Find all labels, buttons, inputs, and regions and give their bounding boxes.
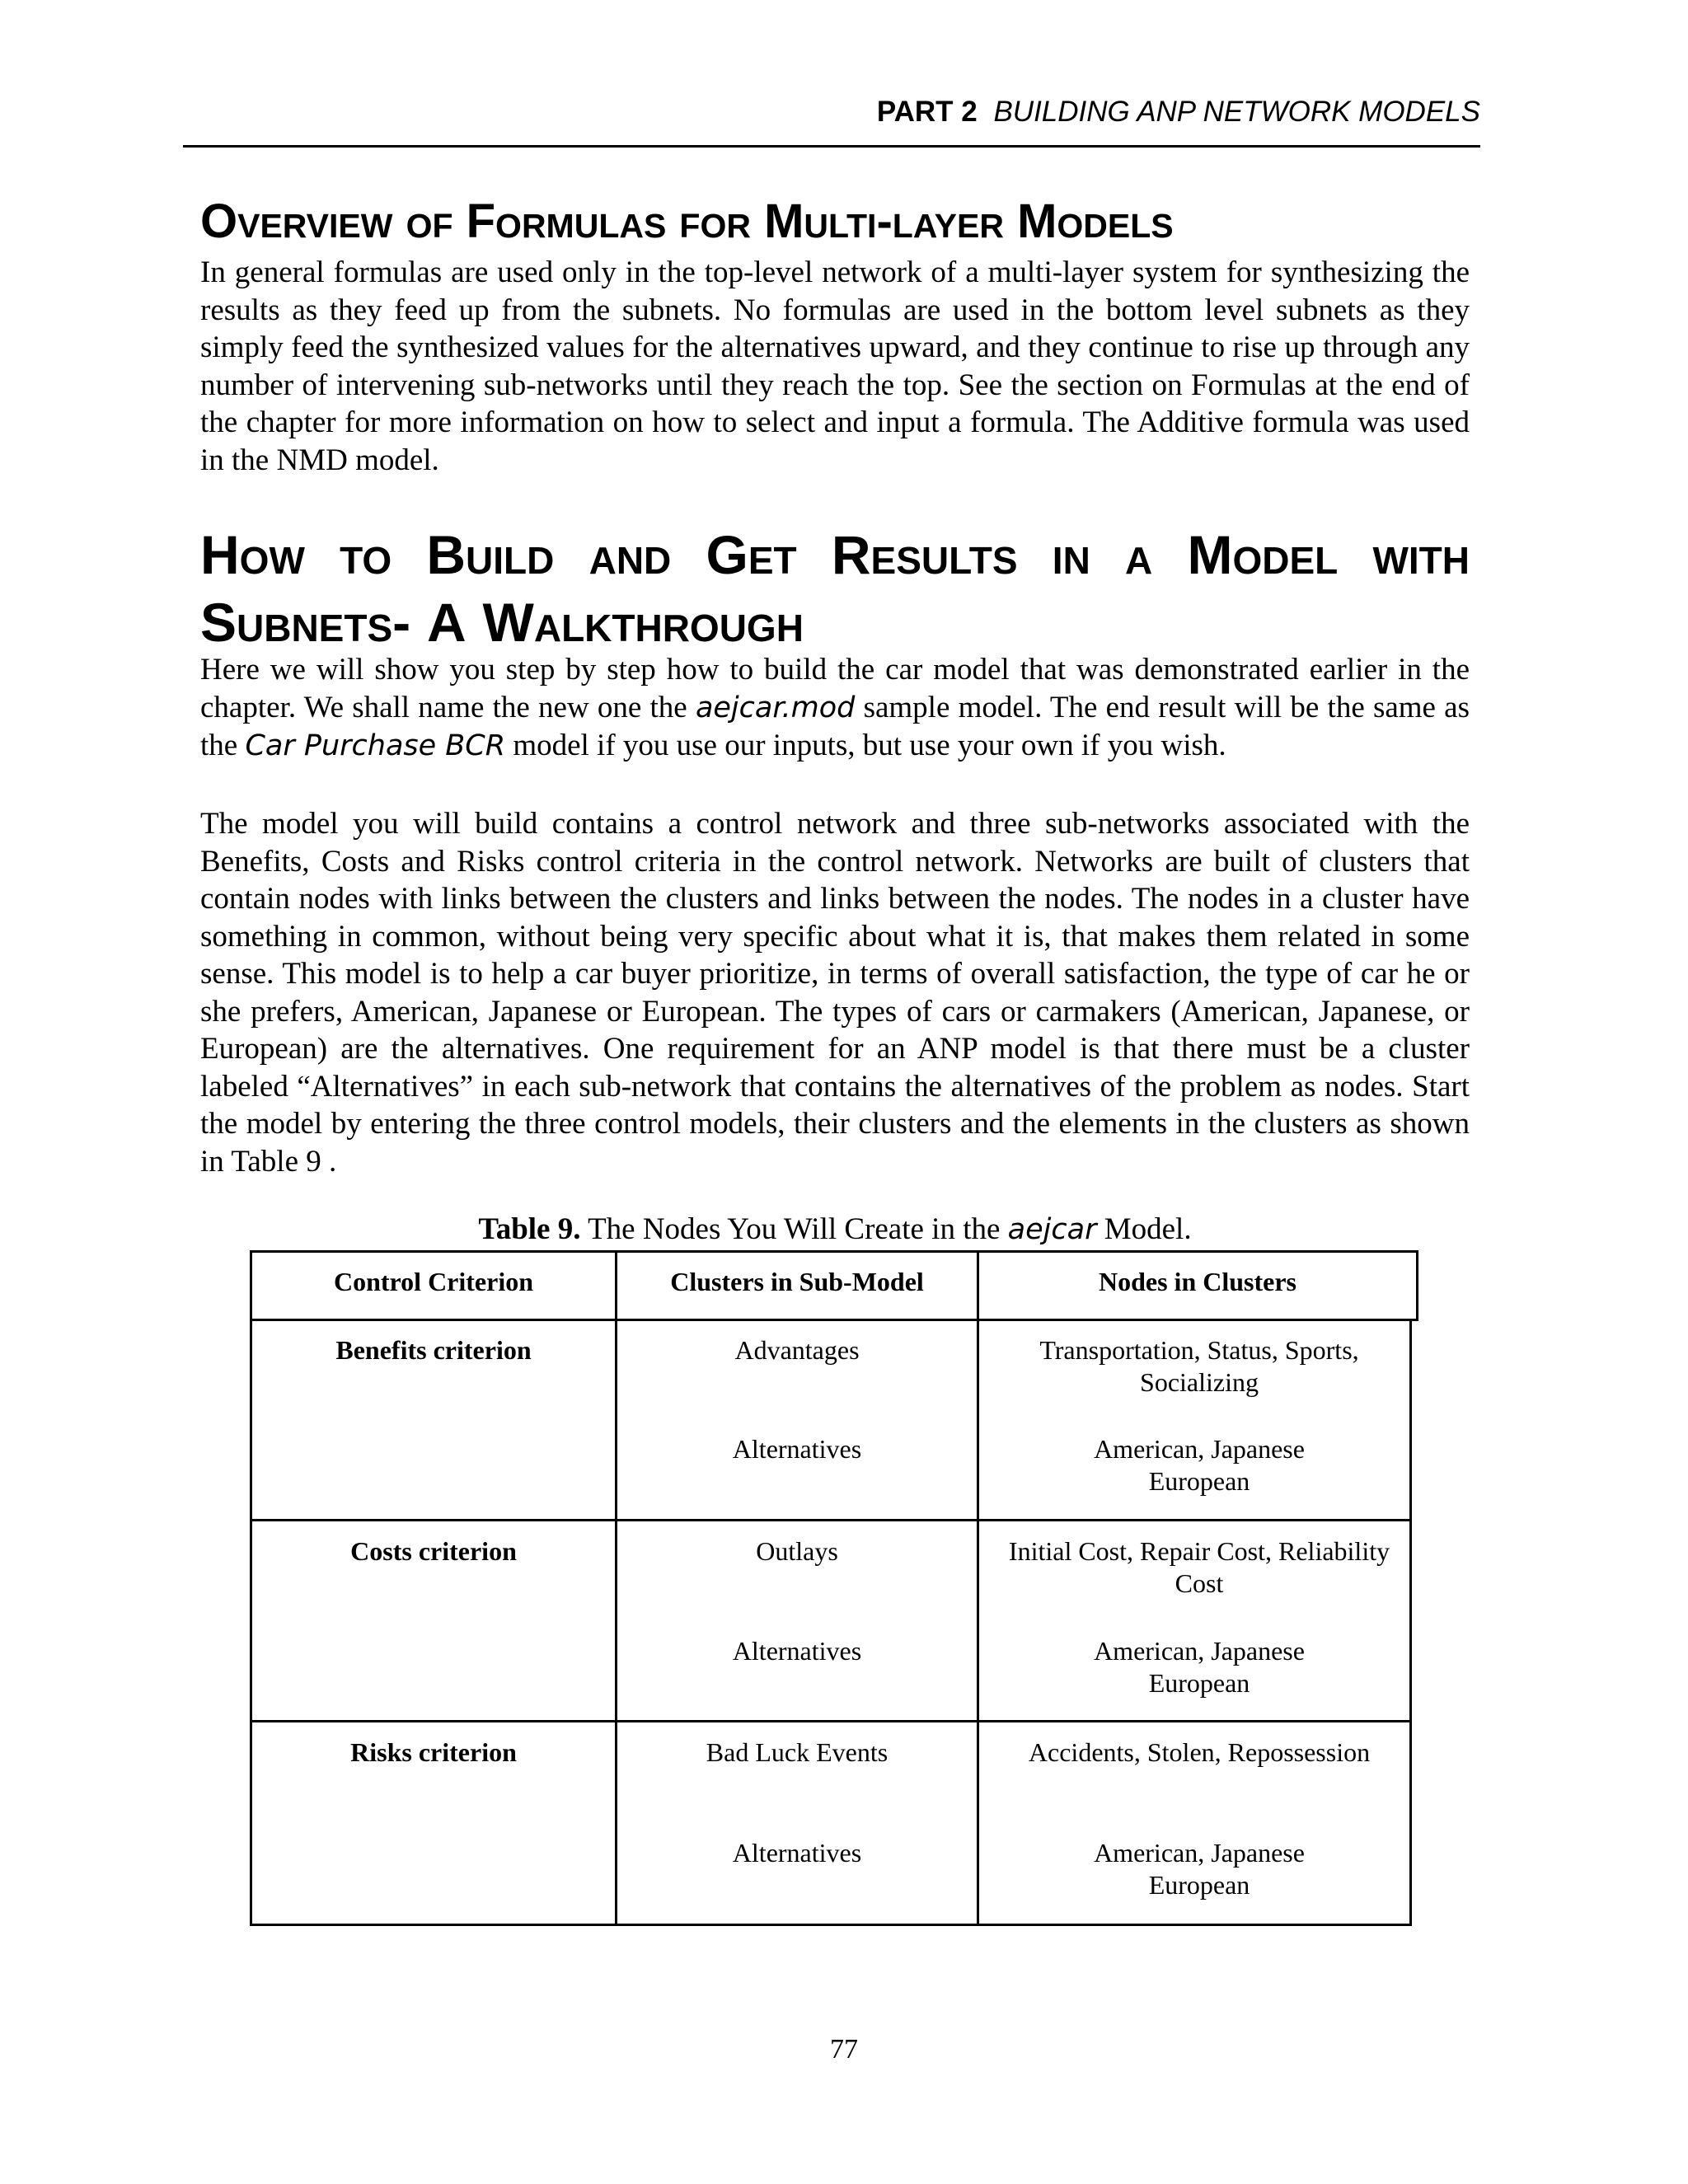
table-row-divider <box>250 1519 1412 1521</box>
table-nodes-cell: American, Japanese European <box>1094 1434 1305 1496</box>
section-heading-formulas: Overview of Formulas for Multi-layer Models <box>200 194 1174 248</box>
paragraph-intro-text-2: sample model. The end result will be the same as the <box>200 690 1470 762</box>
model-name: Car Purchase BCR <box>245 729 506 762</box>
paragraph-intro <box>200 651 1470 766</box>
paragraph-model-description: The model you will build contains a control network and three sub-networks associated with the Benefits, Costs and Risks control criteria in the control network. Networks are built of clusters that contain nodes with links between the clusters and links between the nodes. The nodes in a cluster have something in common, without being very specific about what it is, that makes them related in some sense. This model is to help a car buyer prioritize, in terms of overall satisfaction, the type of car he or she prefers, American, Japanese or European. The types of cars or carmakers (American, Japanese, or European) are the alternatives. One requirement for an ANP model is that there must be a cluster labeled “Alternatives” in each sub-network that contains the alternatives of the problem as nodes. Start the model by entering the three control models, their clusters and the elements in the clusters as shown in Table 9 . <box>200 807 1470 1179</box>
table-nodes-cell: Accidents, Stolen, Repossession <box>1028 1737 1371 1767</box>
table-criterion-cell: Benefits criterion <box>335 1335 532 1365</box>
table-nodes-cell: American, Japanese European <box>1094 1636 1305 1698</box>
paragraph-formulas: In general formulas are used only in the top-level network of a multi-layer system for synthesizing the results as they feed up from the subnets. No formulas are used in the bottom level subnets as they simply feed the synthesized values for the alternatives upward, and they continue to rise up through any number of intervening sub-networks until they reach the top. See the section on Formulas at the end of the chapter for more information on how to select and input a formula. The Additive formula was used in the NMD model. <box>200 255 1470 477</box>
table-cluster-cell: Alternatives <box>732 1636 862 1666</box>
table-caption <box>250 1212 1420 1248</box>
table-header-cell: Control Criterion <box>333 1267 534 1296</box>
running-head-title: BUILDING ANP NETWORK MODELS <box>993 96 1480 128</box>
table-body-border <box>250 1319 1412 1926</box>
table-cluster-cell: Outlays <box>756 1536 838 1566</box>
page-number: 77 <box>830 2034 858 2064</box>
table-criterion-cell: Risks criterion <box>350 1737 517 1767</box>
table-caption-text-2: Model. <box>1096 1212 1192 1246</box>
table-caption-label: Table 9. <box>478 1212 581 1246</box>
table-caption-model: aejcar <box>1007 1213 1097 1246</box>
header-rule <box>183 145 1480 148</box>
table-column-divider <box>977 1250 979 1926</box>
table-caption-text-1: The Nodes You Will Create in the <box>580 1212 1008 1246</box>
running-head-part: PART 2 <box>876 96 978 128</box>
table-cluster-cell: Advantages <box>734 1335 860 1365</box>
section-heading-walkthrough: How to Build and Get Results in a Model with Subnets- A Walkthrough <box>200 524 1470 653</box>
table-nodes-cell: Initial Cost, Repair Cost, Reliability Cost <box>1008 1536 1390 1598</box>
paragraph-intro-text-1: Here we will show you step by step how to build the car model that was demonstrated earlier in the chapter. We shall name the new one the <box>200 653 1470 724</box>
paragraph-intro-text-3: model if you use our inputs, but use your own if you wish. <box>505 729 1226 762</box>
table-header-cell: Clusters in Sub-Model <box>670 1267 924 1296</box>
table-header-cell: Nodes in Clusters <box>1098 1267 1296 1296</box>
table-cluster-cell: Alternatives <box>732 1434 862 1464</box>
running-head <box>183 96 1480 129</box>
table-cluster-cell: Bad Luck Events <box>706 1737 889 1767</box>
table-criterion-cell: Costs criterion <box>350 1536 517 1566</box>
table-nodes-cell: American, Japanese European <box>1094 1838 1305 1900</box>
table-cluster-cell: Alternatives <box>732 1838 862 1868</box>
table-nodes-cell: Transportation, Status, Sports, Socializing <box>1039 1335 1359 1397</box>
model-filename: aejcar.mod <box>695 691 856 724</box>
table-row-divider <box>250 1720 1412 1722</box>
